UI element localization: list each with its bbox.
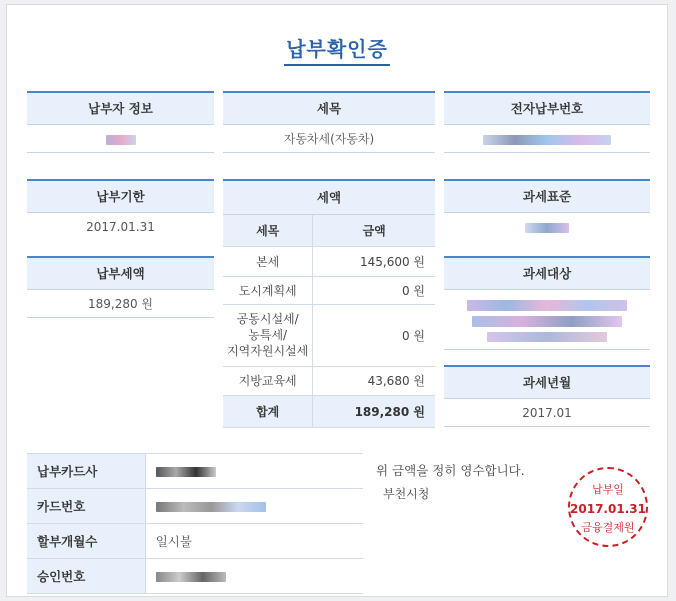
table-row [223,366,435,395]
paid-amount-value: 189,280 원 [27,290,214,318]
masked-text [525,223,569,233]
epay-number-header: 전자납부번호 [444,91,650,125]
masked-text [487,332,607,342]
receipt-statement: 위 금액을 정히 영수합니다. [376,463,525,478]
approval-number-value [145,559,363,594]
tax-year-month-value: 2017.01 [444,399,650,427]
tax-year-month-header: 과세년월 [444,365,650,399]
payment-confirmation-page [6,4,668,597]
tax-object-header: 과세대상 [444,256,650,290]
table-row [27,454,363,489]
row-amount: 0 원 [313,304,435,366]
row-item: 본세 [223,246,313,276]
row-amount: 43,680 원 [313,366,435,395]
table-row [27,524,363,559]
page-title: 납부확인증 [284,37,390,66]
tax-amount-header: 세액 [223,179,435,215]
masked-text [467,300,627,311]
total-label: 합계 [223,395,313,427]
table-header-row [223,215,435,246]
card-number-label: 카드번호 [27,489,145,524]
card-number-value [145,489,363,524]
receipt-office: 부천시청 [383,487,430,501]
row-item: 지방교육세 [223,366,313,395]
row-item: 도시계획세 [223,276,313,304]
stamp-line1: 납부일 [592,483,624,496]
masked-text [156,572,226,582]
paid-amount-header: 납부세액 [27,256,214,290]
masked-text [472,316,622,327]
table-row [223,276,435,304]
approval-number-label: 승인번호 [27,559,145,594]
tax-item-header: 세목 [223,91,435,125]
masked-text [156,502,266,512]
installment-label: 할부개월수 [27,524,145,559]
tax-base-value [444,213,650,241]
tax-amount-table [223,215,435,428]
row-amount: 145,600 원 [313,246,435,276]
col-header-item: 세목 [223,215,313,246]
masked-text [106,135,136,145]
row-amount: 0 원 [313,276,435,304]
payer-info-header: 납부자 정보 [27,91,214,125]
masked-text [156,467,216,477]
table-row [223,246,435,276]
tax-object-value [444,290,650,350]
table-row [27,489,363,524]
total-amount: 189,280 원 [313,395,435,427]
masked-text [483,135,611,145]
card-company-label: 납부카드사 [27,454,145,489]
tax-base-header: 과세표준 [444,179,650,213]
table-row [27,559,363,594]
payer-info-value [27,125,214,153]
card-info-table [27,453,363,594]
due-date-value: 2017.01.31 [86,220,155,234]
epay-number-value [444,125,650,153]
due-date-header: 납부기한 [27,179,214,213]
tax-item-value: 자동차세(자동차) [223,125,435,153]
table-total-row [223,395,435,427]
stamp-line3: 금융결제원 [581,521,635,534]
installment-value: 일시불 [145,524,363,559]
col-header-amount: 금액 [313,215,435,246]
card-company-value [145,454,363,489]
row-item: 공동시설세/ 농특세/ 지역자원시설세 [223,304,313,366]
stamp-date: 2017.01.31 [570,502,646,516]
page-title-wrap [7,33,667,62]
payment-stamp [568,467,648,547]
table-row [223,304,435,366]
